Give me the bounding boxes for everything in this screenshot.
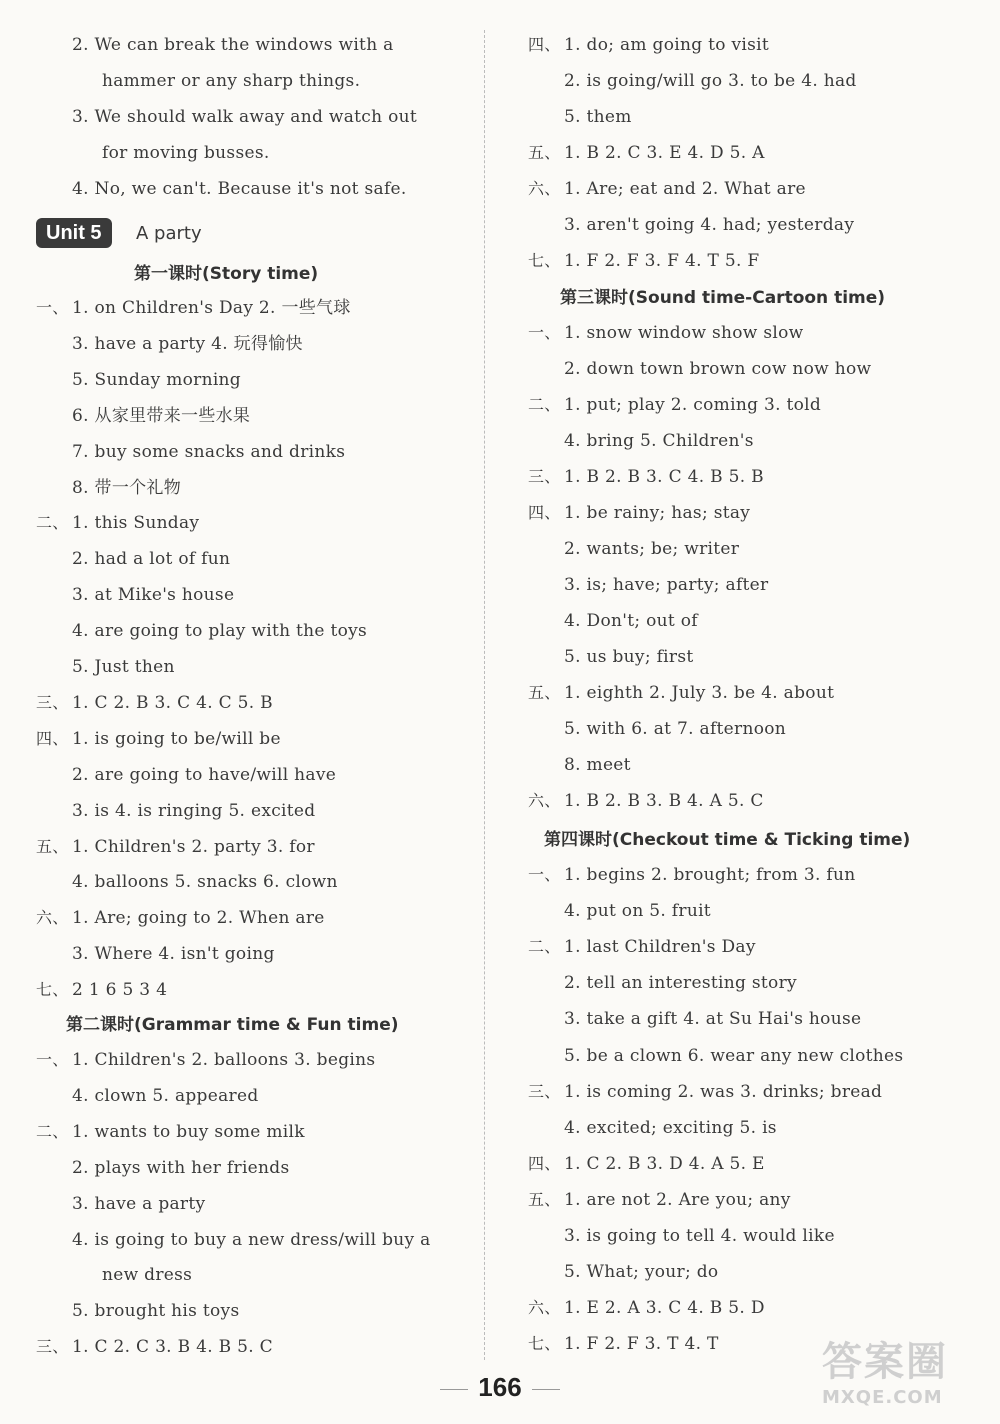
answer-line bbox=[528, 567, 768, 603]
answer-line bbox=[528, 1254, 718, 1290]
answer-line bbox=[528, 893, 711, 929]
section-title-2: 第二课时(Grammar time & Fun time) bbox=[66, 1015, 399, 1035]
question-number: 四、 bbox=[528, 1153, 561, 1173]
answer-text: 1. last Children's Day bbox=[564, 937, 756, 958]
answer-text: 2. tell an interesting story bbox=[564, 973, 797, 994]
answer-line bbox=[528, 1290, 765, 1326]
answer-line bbox=[528, 423, 754, 459]
answer-line bbox=[36, 1150, 290, 1186]
column-divider bbox=[484, 30, 485, 1360]
question-number: 五、 bbox=[528, 1189, 561, 1209]
question-number: 二、 bbox=[528, 937, 561, 957]
question-number: 六、 bbox=[528, 179, 561, 198]
answer-line bbox=[36, 1114, 305, 1150]
question-number: 七、 bbox=[528, 1334, 561, 1354]
unit-title: A party bbox=[136, 223, 202, 244]
answer-line bbox=[36, 1222, 431, 1258]
answer-line bbox=[528, 1146, 765, 1182]
answer-line bbox=[528, 639, 693, 675]
answer-line bbox=[36, 434, 345, 470]
answer-text: 3. aren't going 4. had; yesterday bbox=[564, 215, 855, 235]
answer-line bbox=[528, 783, 764, 819]
answer-text: 3. is going to tell 4. would like bbox=[564, 1226, 835, 1246]
answer-line bbox=[36, 721, 281, 757]
question-number: 四、 bbox=[528, 35, 561, 54]
answer-line bbox=[528, 747, 631, 783]
answer-text: 1. B 2. B 3. C 4. B 5. B bbox=[564, 467, 764, 487]
question-number: 七、 bbox=[36, 980, 69, 1000]
answer-text: hammer or any sharp things. bbox=[102, 71, 361, 91]
answer-line bbox=[528, 857, 855, 893]
answer-line bbox=[36, 649, 175, 685]
answer-line bbox=[36, 1078, 259, 1114]
answer-text: 5. with 6. at 7. afternoon bbox=[564, 719, 787, 739]
answer-text: 1. put; play 2. coming 3. told bbox=[564, 395, 822, 415]
answer-line bbox=[36, 326, 303, 362]
answer-text: 4. excited; exciting 5. is bbox=[564, 1117, 777, 1138]
answer-text: 1. wants to buy some milk bbox=[72, 1121, 305, 1142]
answer-text: 1. B 2. B 3. B 4. A 5. C bbox=[564, 791, 764, 811]
answer-line bbox=[36, 362, 241, 398]
answer-text: 3. is; have; party; after bbox=[564, 575, 769, 595]
answer-text: 8. 带一个礼物 bbox=[72, 477, 182, 498]
question-number: 三、 bbox=[36, 1337, 69, 1357]
answer-text: 1. B 2. C 3. E 4. D 5. A bbox=[564, 143, 765, 163]
answer-text: 1. on Children's Day 2. 一些气球 bbox=[72, 298, 351, 318]
question-number: 五、 bbox=[36, 836, 69, 856]
answer-text: 4. No, we can't. Because it's not safe. bbox=[72, 179, 407, 199]
answer-text: 3. Where 4. isn't going bbox=[72, 944, 275, 965]
answer-text: 5. be a clown 6. wear any new clothes bbox=[564, 1045, 904, 1066]
answer-line bbox=[36, 505, 199, 541]
question-number: 一、 bbox=[528, 865, 561, 884]
question-number: 六、 bbox=[528, 791, 561, 810]
answer-line bbox=[528, 243, 759, 279]
answer-line bbox=[528, 27, 769, 63]
answer-line bbox=[528, 99, 632, 135]
question-number: 二、 bbox=[528, 395, 561, 414]
answer-line bbox=[36, 685, 273, 721]
answer-text: 7. buy some snacks and drinks bbox=[72, 441, 346, 462]
answer-text: 1. Are; going to 2. When are bbox=[72, 908, 325, 929]
answer-line bbox=[528, 603, 698, 639]
answer-line bbox=[36, 757, 336, 793]
answer-text: 3. take a gift 4. at Su Hai's house bbox=[564, 1009, 862, 1030]
answer-line bbox=[528, 315, 804, 351]
answer-text: 3. at Mike's house bbox=[72, 585, 235, 606]
answer-text: 1. F 2. F 3. F 4. T 5. F bbox=[564, 251, 760, 271]
answer-text: 1. E 2. A 3. C 4. B 5. D bbox=[564, 1298, 765, 1319]
answer-line bbox=[36, 972, 167, 1008]
answer-text: 3. have a party 4. 玩得愉快 bbox=[72, 333, 303, 354]
page-number: 166 bbox=[0, 1372, 1000, 1403]
answer-line bbox=[528, 531, 739, 567]
question-number: 三、 bbox=[528, 1081, 561, 1101]
question-number: 七、 bbox=[528, 251, 561, 270]
answer-text: 1. do; am going to visit bbox=[564, 35, 770, 55]
answer-text: 2. wants; be; writer bbox=[564, 539, 740, 559]
answer-line bbox=[528, 711, 786, 747]
answer-text: 4. bring 5. Children's bbox=[564, 431, 754, 451]
watermark-logo: 答案圈 MXQE.COM bbox=[822, 1339, 948, 1408]
answer-text: 1. snow window show slow bbox=[564, 323, 804, 343]
answer-line bbox=[528, 495, 750, 531]
question-number: 一、 bbox=[528, 323, 561, 342]
answer-text: 3. have a party bbox=[72, 1193, 206, 1214]
answer-text: 4. Don't; out of bbox=[564, 611, 698, 631]
answer-text: 1. Children's 2. party 3. for bbox=[72, 836, 315, 857]
answer-text: 5. them bbox=[564, 107, 632, 127]
answer-line bbox=[36, 936, 275, 972]
answer-text: 1. C 2. C 3. B 4. B 5. C bbox=[72, 1337, 273, 1358]
answer-line bbox=[36, 27, 394, 63]
answer-text: 4. put on 5. fruit bbox=[564, 901, 711, 922]
answer-line bbox=[36, 900, 325, 936]
answer-text: 4. is going to buy a new dress/will buy a bbox=[72, 1229, 431, 1250]
answer-text: 1. eighth 2. July 3. be 4. about bbox=[564, 683, 835, 703]
answer-line bbox=[528, 63, 857, 99]
answer-text: 2 1 6 5 3 4 bbox=[72, 980, 168, 1001]
question-number: 五、 bbox=[528, 683, 561, 702]
answer-text: for moving busses. bbox=[102, 143, 270, 163]
answer-line bbox=[528, 351, 871, 387]
answer-line bbox=[36, 63, 360, 99]
answer-line bbox=[36, 1042, 375, 1078]
answer-line bbox=[528, 1326, 719, 1362]
answer-text: 1. C 2. B 3. D 4. A 5. E bbox=[564, 1153, 765, 1174]
answer-text: 4. clown 5. appeared bbox=[72, 1085, 259, 1106]
answer-text: 6. 从家里带来一些水果 bbox=[72, 405, 251, 426]
question-number: 二、 bbox=[36, 1121, 69, 1141]
question-number: 一、 bbox=[36, 298, 69, 317]
answer-text: 2. is going/will go 3. to be 4. had bbox=[564, 71, 857, 91]
question-number: 三、 bbox=[36, 692, 69, 712]
answer-text: 8. meet bbox=[564, 755, 631, 775]
answer-line bbox=[36, 541, 230, 577]
answer-text: 4. balloons 5. snacks 6. clown bbox=[72, 872, 338, 893]
answer-line bbox=[528, 965, 797, 1001]
answer-text: 2. had a lot of fun bbox=[72, 549, 231, 570]
section-title-4: 第四课时(Checkout time & Ticking time) bbox=[544, 830, 911, 850]
answer-text: new dress bbox=[102, 1265, 193, 1286]
answer-text: 5. Sunday morning bbox=[72, 369, 241, 390]
answer-text: 2. are going to have/will have bbox=[72, 764, 337, 785]
answer-line bbox=[36, 1186, 205, 1222]
answer-text: 5. Just then bbox=[72, 657, 175, 677]
answer-line bbox=[36, 398, 250, 434]
answer-line bbox=[36, 290, 351, 326]
answer-text: 1. Are; eat and 2. What are bbox=[564, 179, 806, 199]
answer-text: 5. brought his toys bbox=[72, 1301, 240, 1322]
answer-line bbox=[528, 135, 765, 171]
answer-text: 1. is coming 2. was 3. drinks; bread bbox=[564, 1081, 883, 1102]
question-number: 四、 bbox=[528, 503, 561, 522]
answer-text: 1. this Sunday bbox=[72, 513, 200, 534]
question-number: 六、 bbox=[36, 908, 69, 928]
answer-text: 1. C 2. B 3. C 4. C 5. B bbox=[72, 692, 273, 713]
unit-badge: Unit 5 bbox=[36, 218, 112, 248]
question-number: 五、 bbox=[528, 143, 561, 162]
question-number: 六、 bbox=[528, 1298, 561, 1318]
answer-line bbox=[36, 99, 417, 135]
answer-line bbox=[528, 675, 834, 711]
question-number: 三、 bbox=[528, 467, 561, 486]
section-title-3: 第三课时(Sound time-Cartoon time) bbox=[560, 288, 886, 308]
answer-text: 1. Children's 2. balloons 3. begins bbox=[72, 1050, 376, 1070]
answer-text: 2. down town brown cow now how bbox=[564, 359, 872, 379]
answer-line bbox=[528, 387, 821, 423]
answer-line bbox=[528, 207, 854, 243]
answer-text: 1. F 2. F 3. T 4. T bbox=[564, 1334, 719, 1355]
answer-text: 3. is 4. is ringing 5. excited bbox=[72, 800, 316, 821]
question-number: 二、 bbox=[36, 513, 69, 533]
answer-text: 1. are not 2. Are you; any bbox=[564, 1189, 791, 1210]
answer-line bbox=[528, 1038, 903, 1074]
answer-line bbox=[528, 1074, 882, 1110]
answer-line bbox=[528, 1182, 791, 1218]
answer-line bbox=[36, 793, 315, 829]
section-title-1: 第一课时(Story time) bbox=[134, 264, 319, 284]
answer-line bbox=[528, 1110, 777, 1146]
answer-text: 1. is going to be/will be bbox=[72, 728, 281, 749]
answer-text: 1. begins 2. brought; from 3. fun bbox=[564, 865, 856, 885]
answer-line bbox=[528, 459, 764, 495]
question-number: 一、 bbox=[36, 1050, 69, 1069]
answer-line bbox=[36, 577, 234, 613]
answer-line bbox=[528, 929, 756, 965]
answer-line bbox=[36, 864, 338, 900]
answer-line bbox=[36, 470, 181, 506]
answer-line bbox=[36, 135, 270, 171]
answer-line bbox=[36, 1257, 192, 1293]
answer-line bbox=[528, 1218, 835, 1254]
answer-line bbox=[36, 171, 407, 207]
answer-text: 5. us buy; first bbox=[564, 647, 694, 667]
answer-text: 4. are going to play with the toys bbox=[72, 621, 368, 642]
answer-line bbox=[36, 1293, 240, 1329]
answer-text: 5. What; your; do bbox=[564, 1262, 719, 1283]
answer-text: 1. be rainy; has; stay bbox=[564, 503, 751, 523]
answer-line bbox=[36, 1329, 273, 1365]
answer-text: 3. We should walk away and watch out bbox=[72, 107, 417, 127]
answer-text: 2. plays with her friends bbox=[72, 1157, 290, 1178]
answer-line bbox=[36, 613, 367, 649]
answer-text: 2. We can break the windows with a bbox=[72, 35, 394, 55]
answer-line bbox=[528, 171, 806, 207]
answer-line bbox=[528, 1001, 861, 1037]
answer-line bbox=[36, 829, 315, 865]
question-number: 四、 bbox=[36, 728, 69, 748]
